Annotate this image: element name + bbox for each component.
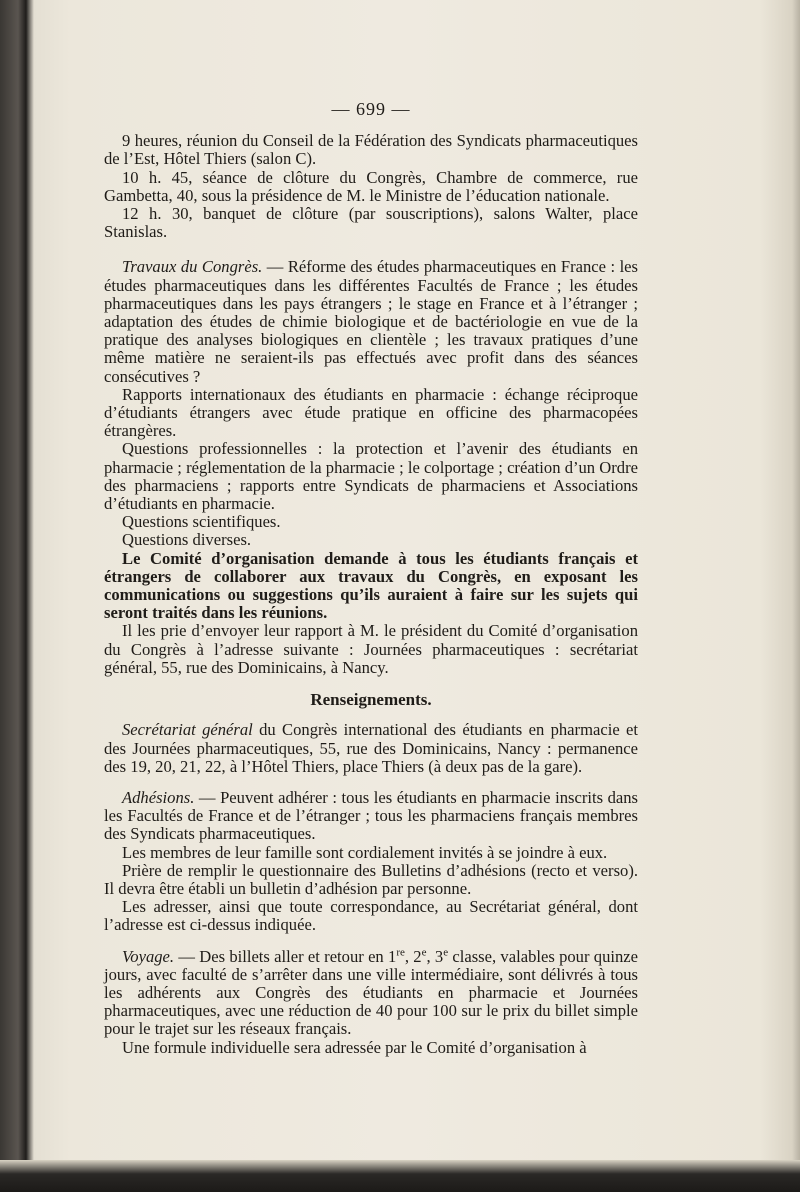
- voyage-text: — Des billets aller et retour en 1: [174, 946, 397, 966]
- famille-paragraph: Les membres de leur famille sont cordialement invités à se joindre à eux.: [122, 842, 608, 862]
- document-page: [104, 100, 638, 1057]
- questions-scientifiques-paragraph: Questions scientifiques.: [122, 512, 281, 532]
- comite-paragraph: Le Comité d’organisation demande à tous les étudiants français et étrangers de collaborer aux travaux du Congrès, en exposant les communications ou suggestions qu’ils auraient à faire sur les sujets qui seront traités dans les réunions.: [104, 548, 638, 623]
- rapports-paragraph: Rapports internationaux des étudiants en pharmacie : échange réciproque d’étudiants étrangers avec étude pratique en officine des pharmacopées étrangères.: [104, 384, 638, 441]
- program-paragraph: 10 h. 45, séance de clôture du Congrès, Chambre de commerce, rue Gambetta, 40, sous la présidence de M. le Ministre de l’éducation nationale.: [104, 167, 638, 205]
- secretariat-text: du Congrès international des étudiants en pharmacie et des Journées pharmaceutiques, 55, rue des Dominicains, Nancy : permanence des 19, 20, 21, 22, à l’Hôtel Thiers, place Thiers (à deux pas de la gare).: [104, 720, 638, 776]
- secretariat-label: Secrétariat général: [122, 720, 253, 740]
- travaux-label: Travaux du Congrès.: [122, 257, 263, 277]
- secretariat-paragraph: [104, 721, 638, 776]
- section-heading: Renseignements.: [310, 690, 432, 710]
- superscript: e: [421, 946, 427, 958]
- travaux-text: — Réforme des études pharmaceutiques en France : les études pharmaceutiques dans les différentes Facultés de France ; les études pharmaceutiques dans les pays étrangers ; le stage en France et à l’étranger ; adaptation des études de chimie biologique et de bactériologie en vue de la pratique des analyses biologiques en clientèle ; les travaux pratiques d’une même matière ne seraient-ils pas effectués avec profit dans des séances consécutives ?: [104, 257, 638, 386]
- voyage-text: , 2: [404, 946, 422, 966]
- adhesions-text: — Peuvent adhérer : tous les étudiants en pharmacie inscrits dans les Facultés de France et de l’étranger ; tous les pharmaciens français membres des Syndicats pharmaceutiques.: [104, 787, 638, 844]
- page-bottom-edge: [0, 1160, 800, 1192]
- adresser-paragraph: Les adresser, ainsi que toute correspondance, au Secrétariat général, dont l’adresse est ci-dessus indiquée.: [104, 897, 638, 935]
- superscript: re: [396, 946, 405, 958]
- voyage-text: classe, valables pour quinze jours, avec faculté de s’arrêter dans une ville intermédiaire, sont délivrés à tous les adhérents aux Congrès des étudiants en pharmacie et Journées pharmaceutiques, avec une réduction de 40 pour 100 sur le prix du billet simple pour le trajet sur les réseaux français.: [104, 946, 639, 1039]
- formule-paragraph: Une formule individuelle sera adressée par le Comité d’organisation à: [122, 1037, 587, 1057]
- voyage-label: Voyage.: [122, 946, 175, 966]
- voyage-text: , 3: [426, 946, 444, 966]
- questions-diverses-paragraph: Questions diverses.: [122, 530, 252, 550]
- voyage-paragraph: [104, 948, 638, 1039]
- adhesions-paragraph: [104, 789, 638, 844]
- priere-paragraph: Prière de remplir le questionnaire des Bulletins d’adhésions (recto et verso). Il devra être établi un bulletin d’adhésion par personne.: [104, 860, 638, 898]
- travaux-paragraph: [104, 258, 638, 385]
- page-number: — 699 —: [331, 99, 411, 119]
- adhesions-label: Adhésions.: [122, 787, 195, 807]
- questions-professionnelles-paragraph: Questions professionnelles : la protection et l’avenir des étudiants en pharmacie ; réglementation de la pharmacie ; le colportage ; création d’un Ordre des pharmaciens ; rapports entre Syndicats de pharmaciens et Associations d’étudiants en pharmacie.: [104, 439, 638, 514]
- superscript: e: [443, 946, 449, 958]
- program-paragraph: 12 h. 30, banquet de clôture (par souscriptions), salons Walter, place Stanislas.: [104, 204, 638, 242]
- envoi-paragraph: Il les prie d’envoyer leur rapport à M. le président du Comité d’organisation du Congrès à l’adresse suivante : Journées pharmaceutiques : secrétariat général, 55, rue des Dominicains, à Nancy.: [104, 621, 638, 677]
- program-paragraph: 9 heures, réunion du Conseil de la Fédération des Syndicats pharmaceutiques de l’Est, Hôtel Thiers (salon C).: [104, 131, 638, 169]
